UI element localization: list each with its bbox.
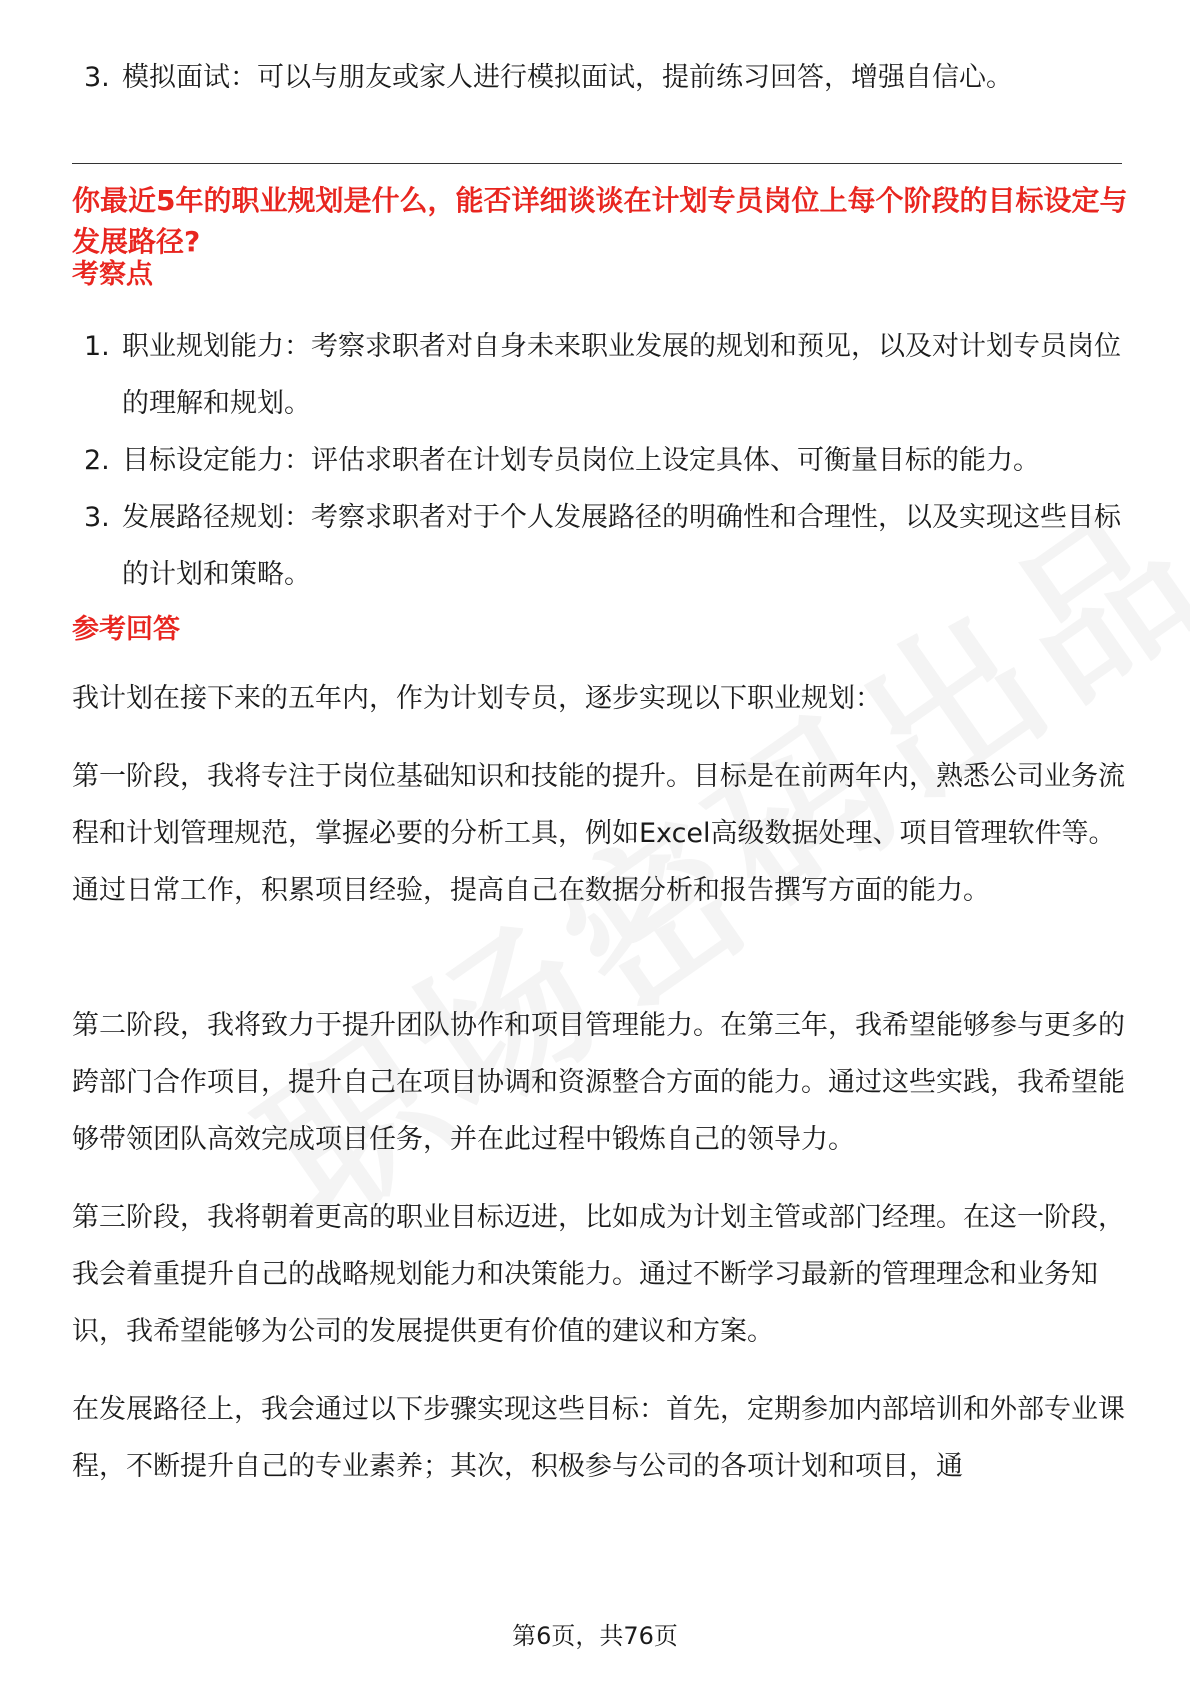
list-text: 职业规划能力：考察求职者对自身未来职业发展的规划和预见，以及对计划专员岗位的理解和规划。 xyxy=(122,331,1121,419)
intro-list xyxy=(72,49,1132,106)
question-heading: 你最近5年的职业规划是什么，能否详细谈谈在计划专员岗位上每个阶段的目标设定与发展路径? xyxy=(72,184,1128,258)
list-item xyxy=(72,432,1132,489)
list-item xyxy=(72,318,1132,432)
assessment-list xyxy=(72,318,1132,603)
list-number: 2. xyxy=(84,445,110,476)
page-footer: 第6页，共76页 xyxy=(512,1622,678,1650)
answer-paragraph: 第一阶段，我将专注于岗位基础知识和技能的提升。目标是在前两年内，熟悉公司业务流程和计划管理规范，掌握必要的分析工具，例如Excel高级数据处理、项目管理软件等。通过日常工作，积累项目经验，提高自己在数据分析和报告撰写方面的能力。 xyxy=(72,761,1125,906)
answer-paragraph: 在发展路径上，我会通过以下步骤实现这些目标：首先，定期参加内部培训和外部专业课程，不断提升自己的专业素养；其次，积极参与公司的各项计划和项目，通 xyxy=(72,1394,1125,1482)
assessment-label: 考察点 xyxy=(72,259,153,290)
answer-paragraph: 我计划在接下来的五年内，作为计划专员，逐步实现以下职业规划： xyxy=(72,683,882,714)
section-divider xyxy=(72,163,1122,164)
answer-paragraph: 第二阶段，我将致力于提升团队协作和项目管理能力。在第三年，我希望能够参与更多的跨部门合作项目，提升自己在项目协调和资源整合方面的能力。通过这些实践，我希望能够带领团队高效完成项目任务，并在此过程中锻炼自己的领导力。 xyxy=(72,1010,1125,1155)
list-text: 模拟面试：可以与朋友或家人进行模拟面试，提前练习回答，增强自信心。 xyxy=(122,62,1013,93)
list-number: 3. xyxy=(84,62,110,93)
list-text: 发展路径规划：考察求职者对于个人发展路径的明确性和合理性，以及实现这些目标的计划和策略。 xyxy=(122,502,1121,590)
list-number: 3. xyxy=(84,502,110,533)
list-item xyxy=(72,489,1132,603)
list-item xyxy=(72,49,1132,106)
answer-label: 参考回答 xyxy=(72,614,180,645)
list-number: 1. xyxy=(84,331,110,362)
answer-paragraph: 第三阶段，我将朝着更高的职业目标迈进，比如成为计划主管或部门经理。在这一阶段，我会着重提升自己的战略规划能力和决策能力。通过不断学习最新的管理理念和业务知识，我希望能够为公司的发展提供更有价值的建议和方案。 xyxy=(72,1202,1125,1347)
list-text: 目标设定能力：评估求职者在计划专员岗位上设定具体、可衡量目标的能力。 xyxy=(122,445,1040,476)
